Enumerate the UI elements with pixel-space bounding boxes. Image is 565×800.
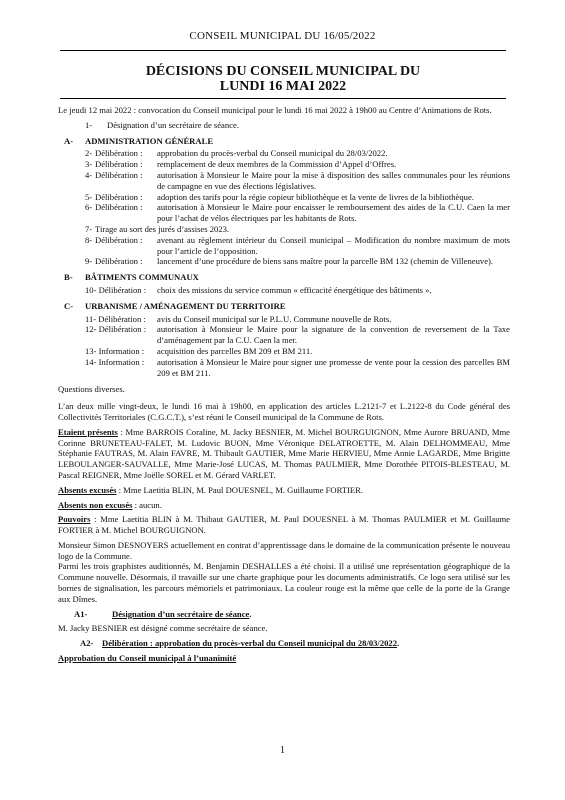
a2-heading: A2- Délibération : approbation du procès-verbal du Conseil municipal du 28/03/2022. — [80, 638, 400, 649]
agenda-row: 12- Délibération : autorisation à Monsieur le Maire pour la signature de la convention de reversement de la Taxe d’aménagement par la C.U. Caen la mer. — [85, 324, 510, 346]
title-line-1: DÉCISIONS DU CONSEIL MUNICIPAL DU — [145, 64, 421, 79]
present-members: Etaient présents : Mme BARROIS Coraline, M. Jacky BESNIER, M. Michel BOURGUIGNON, Mme Aurore BRUAND, Mme Corinne BRUNETEAU-FALET, M. Ludovic BUON, Mme Véronique DELATROETTE, M. Alain DELHOMMEAU, Mme Stéphanie FAUTRAS, M. Alain FAVRE, M. Thibault GAUTIER, Mme Marie HERVIEU, Mme Annie LAGARDE, Mme Brigitte LEBOULANGER-SAUVALLE, Mme Marie-José LUCAS, M. Thomas PAULMIER, Mme Dorothée PITOIS-BLESTEAU, M. Pascal REIGNER, Mme Joëlle SOREL et M. Gérard VARLET. — [58, 426, 510, 480]
absent-unexcused: Absents non excusés : aucun. — [58, 499, 162, 510]
intro-paragraph: Le jeudi 12 mai 2022 : convocation du Conseil municipal pour le lundi 16 mai 2022 à 19h00 au Centre d’Animations de Rots. — [58, 105, 492, 115]
agenda-row: 7- Tirage au sort des jurés d’assises 2023. — [85, 223, 230, 234]
preamble-paragraph: L’an deux mille vingt-deux, le lundi 16 mai à 19h00, en application des articles L.2121-7 et L.2122-8 du Code général des Collectivités Territoriales (C.G.C.T.), s’est réuni le Conseil municipal de la Commune de Rots. — [58, 401, 510, 422]
page-number: 1 — [280, 745, 285, 756]
agenda-row: 5- Délibération : adoption des tarifs pour la régie copieur bibliothèque et la vente de livres de la bibliothèque. — [85, 191, 474, 202]
a1-text: M. Jacky BESNIER est désigné comme secrétaire de séance. — [58, 623, 268, 634]
approval-line: Approbation du Conseil municipal à l’unanimité — [58, 653, 237, 664]
section-c-heading: C- URBANISME / AMÉNAGEMENT DU TERRITOIRE — [64, 300, 286, 311]
graphistes-paragraph: Parmi les trois graphistes auditionnés, M. Benjamin DESHALLES a été choisi. Il a utilisé une représentation géographique de la Commune nouvelle. Désormais, il travaille sur une charte graphique pour les documents administratifs. Ce logo sera utilisé sur les bornes de signalisation, les parcours mémoriels et patrimoniaux. La couleur rouge est la même que celle de la porte de la Grange aux Dîmes. — [58, 561, 510, 604]
document-body — [58, 105, 510, 664]
agenda-row: 6- Délibération : autorisation à Monsieur le Maire pour encaisser le remboursement des aides de la C.U. Caen la mer pour l’achat de vélos électriques par les habitants de Rots. — [85, 202, 510, 224]
agenda-row: 11- Délibération : avis du Conseil municipal sur le P.L.U. Commune nouvelle de Rots. — [85, 313, 392, 324]
desnoyers-paragraph: Monsieur Simon DESNOYERS actuellement en contrat d’apprentissage dans le domaine de la communication présente le nouveau logo de la Commune. — [58, 539, 510, 561]
agenda-row: 8- Délibération : avenant au règlement intérieur du Conseil municipal – Modification du nombre maximum de mots pour l’article de l’opposition. — [85, 234, 510, 256]
agenda-row: 2- Délibération : approbation du procès-verbal du Conseil municipal du 28/03/2022. — [85, 148, 388, 159]
agenda-row: 13- Information : acquisition des parcelles BM 209 et BM 211. — [85, 345, 313, 356]
agenda-row: 10- Délibération : choix des missions du service commun « efficacité énergétique des bâtiments ». — [85, 284, 432, 295]
running-header: CONSEIL MUNICIPAL DU 16/05/2022 — [189, 30, 376, 42]
section-a-list — [58, 148, 510, 267]
agenda-row: 3- Délibération : remplacement de deux membres de la Commission d’Appel d’Offres. — [85, 159, 397, 170]
title-line-2: LUNDI 16 MAI 2022 — [219, 79, 347, 94]
agenda-item-1: 1- Désignation d’un secrétaire de séance. — [85, 119, 239, 130]
agenda-row: 14- Information : autorisation à Monsieur le Maire pour signer une promesse de vente pour la cession des parcelles BM 209 et BM 211. — [85, 356, 510, 378]
section-a-heading: A- ADMINISTRATION GÉNÉRALE — [64, 135, 214, 146]
proxies: Pouvoirs : Mme Laetitia BLIN à M. Thibaut GAUTIER, M. Paul DOUESNEL à M. Thomas PAULMIER et M. Guillaume FORTIER à M. Michel BOURGUIGNON. — [58, 514, 510, 536]
document-title — [60, 50, 506, 99]
absent-excused: Absents excusés : Mme Laetitia BLIN, M. Paul DOUESNEL, M. Guillaume FORTIER. — [58, 484, 364, 495]
agenda-row: 4- Délibération : autorisation à Monsieur le Maire pour la mise à disposition des salles communales pour les réunions de campagne en vue des élections législatives. — [85, 169, 510, 191]
a1-heading: A1- Désignation d’un secrétaire de séance. — [74, 608, 252, 619]
questions-diverses: Questions diverses. — [58, 384, 125, 395]
agenda-row: 9- Délibération : lancement d’une procédure de biens sans maître pour la parcelle BM 132 (chemin de Villeneuve). — [85, 256, 494, 267]
section-b-heading: B- BÂTIMENTS COMMUNAUX — [64, 272, 199, 283]
